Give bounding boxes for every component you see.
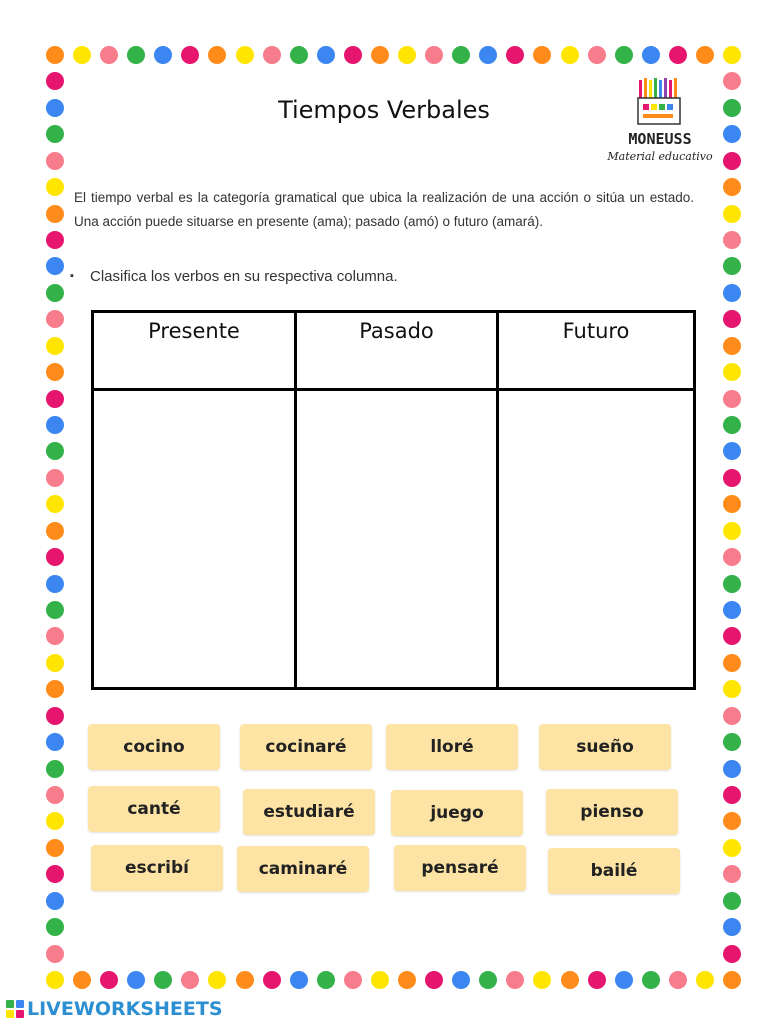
word-chip[interactable]: pienso <box>546 789 678 835</box>
border-dot <box>317 46 335 64</box>
border-dot <box>344 971 362 989</box>
border-dot <box>46 760 64 778</box>
border-dot <box>723 310 741 328</box>
border-dot <box>723 257 741 275</box>
border-dot <box>669 46 687 64</box>
border-dot <box>46 125 64 143</box>
word-chip[interactable]: lloré <box>386 724 518 770</box>
border-dot <box>723 178 741 196</box>
border-dot <box>723 680 741 698</box>
border-dot <box>154 46 172 64</box>
word-chip[interactable]: cocino <box>88 724 220 770</box>
border-dot <box>290 971 308 989</box>
moneuss-logo <box>605 78 715 170</box>
border-dot <box>533 971 551 989</box>
border-dot <box>398 971 416 989</box>
border-dot <box>73 46 91 64</box>
pencil-box-icon <box>637 78 681 126</box>
border-dot <box>615 46 633 64</box>
border-dot <box>46 284 64 302</box>
border-dot <box>208 46 226 64</box>
border-dot <box>723 72 741 90</box>
word-chip[interactable]: escribí <box>91 845 223 891</box>
border-dot <box>723 945 741 963</box>
border-dot <box>506 46 524 64</box>
border-dot <box>46 548 64 566</box>
border-dot <box>723 522 741 540</box>
intro-paragraph: El tiempo verbal es la categoría gramatical que ubica la realización de una acción o sitúa un estado. Una acción puede situarse en presente (ama); pasado (amó) o futuro (amará). <box>74 190 694 229</box>
border-dot <box>46 46 64 64</box>
column-header-pasado: Pasado <box>359 319 434 343</box>
border-dot <box>425 971 443 989</box>
border-dot <box>723 865 741 883</box>
instruction <box>70 268 398 285</box>
border-dot <box>642 46 660 64</box>
border-dot <box>696 971 714 989</box>
border-dot <box>723 495 741 513</box>
border-dot <box>263 46 281 64</box>
drop-zone-futuro[interactable] <box>499 391 693 687</box>
border-dot <box>723 892 741 910</box>
border-dot <box>46 416 64 434</box>
border-dot <box>127 46 145 64</box>
border-dot <box>669 971 687 989</box>
border-dot <box>723 231 741 249</box>
border-dot <box>46 205 64 223</box>
border-dot <box>290 46 308 64</box>
border-dot <box>46 918 64 936</box>
border-dot <box>479 971 497 989</box>
border-dot <box>46 812 64 830</box>
border-dot <box>723 46 741 64</box>
border-dot <box>46 971 64 989</box>
border-dot <box>723 918 741 936</box>
border-dot <box>723 337 741 355</box>
border-dot <box>46 152 64 170</box>
border-dot <box>46 442 64 460</box>
border-dot <box>46 178 64 196</box>
border-dot <box>723 416 741 434</box>
border-dot <box>588 971 606 989</box>
border-dot <box>181 971 199 989</box>
border-dot <box>561 46 579 64</box>
border-dot <box>46 601 64 619</box>
border-dot <box>46 337 64 355</box>
border-dot <box>46 363 64 381</box>
border-dot <box>46 310 64 328</box>
border-dot <box>100 46 118 64</box>
border-dot <box>46 522 64 540</box>
drop-zone-presente[interactable] <box>94 391 294 687</box>
border-dot <box>46 839 64 857</box>
border-dot <box>723 442 741 460</box>
classification-table <box>91 310 696 690</box>
border-dot <box>561 971 579 989</box>
border-dot <box>73 971 91 989</box>
border-dot <box>46 257 64 275</box>
word-chip[interactable]: canté <box>88 786 220 832</box>
border-dot <box>46 231 64 249</box>
border-dot <box>46 892 64 910</box>
border-dot <box>723 733 741 751</box>
border-dot <box>46 495 64 513</box>
border-dot <box>263 971 281 989</box>
border-dot <box>127 971 145 989</box>
liveworksheets-footer <box>6 996 223 1022</box>
word-chip[interactable]: bailé <box>548 848 680 894</box>
border-dot <box>723 152 741 170</box>
border-dot <box>723 205 741 223</box>
logo-tagline: Material educativo <box>607 150 713 163</box>
border-dot <box>723 469 741 487</box>
border-dot <box>46 627 64 645</box>
logo-name: MONEUSS <box>628 130 692 148</box>
border-dot <box>452 971 470 989</box>
border-dot <box>46 575 64 593</box>
border-dot <box>208 971 226 989</box>
footer-brand: LIVEWORKSHEETS <box>27 998 223 1020</box>
border-dot <box>723 390 741 408</box>
border-dot <box>100 971 118 989</box>
word-chip[interactable]: caminaré <box>237 846 369 892</box>
border-dot <box>723 971 741 989</box>
border-dot <box>506 971 524 989</box>
border-dot <box>425 46 443 64</box>
border-dot <box>533 46 551 64</box>
border-dot <box>46 786 64 804</box>
border-dot <box>371 46 389 64</box>
border-dot <box>723 786 741 804</box>
border-dot <box>46 707 64 725</box>
border-dot <box>723 839 741 857</box>
border-dot <box>723 125 741 143</box>
word-chip[interactable]: sueño <box>539 724 671 770</box>
instruction-text: Clasifica los verbos en su respectiva columna. <box>90 268 398 285</box>
border-dot <box>588 46 606 64</box>
column-header-futuro: Futuro <box>562 319 630 343</box>
border-dot <box>723 654 741 672</box>
border-dot <box>723 601 741 619</box>
word-chip[interactable]: cocinaré <box>240 724 372 770</box>
border-dot <box>317 971 335 989</box>
border-dot <box>723 812 741 830</box>
border-dot <box>236 971 254 989</box>
word-chip[interactable]: estudiaré <box>243 789 375 835</box>
bullet-icon: ▪ <box>70 270 74 282</box>
border-dot <box>723 707 741 725</box>
word-chip[interactable]: pensaré <box>394 845 526 891</box>
border-dot <box>236 46 254 64</box>
border-dot <box>723 548 741 566</box>
border-dot <box>723 284 741 302</box>
border-dot <box>46 390 64 408</box>
border-dot <box>696 46 714 64</box>
border-dot <box>154 971 172 989</box>
liveworksheets-logo-icon <box>6 1000 24 1018</box>
column-header-presente: Presente <box>148 319 240 343</box>
border-dot <box>371 971 389 989</box>
drop-zone-pasado[interactable] <box>297 391 496 687</box>
border-dot <box>46 680 64 698</box>
border-dot <box>398 46 416 64</box>
border-dot <box>46 72 64 90</box>
worksheet-title: Tiempos Verbales <box>278 96 490 124</box>
word-chip[interactable]: juego <box>391 790 523 836</box>
border-dot <box>46 469 64 487</box>
border-dot <box>452 46 470 64</box>
border-dot <box>181 46 199 64</box>
border-dot <box>46 865 64 883</box>
border-dot <box>46 733 64 751</box>
border-dot <box>642 971 660 989</box>
border-dot <box>723 760 741 778</box>
border-dot <box>723 363 741 381</box>
border-dot <box>479 46 497 64</box>
border-dot <box>46 654 64 672</box>
border-dot <box>723 575 741 593</box>
border-dot <box>344 46 362 64</box>
border-dot <box>723 627 741 645</box>
border-dot <box>615 971 633 989</box>
border-dot <box>46 945 64 963</box>
